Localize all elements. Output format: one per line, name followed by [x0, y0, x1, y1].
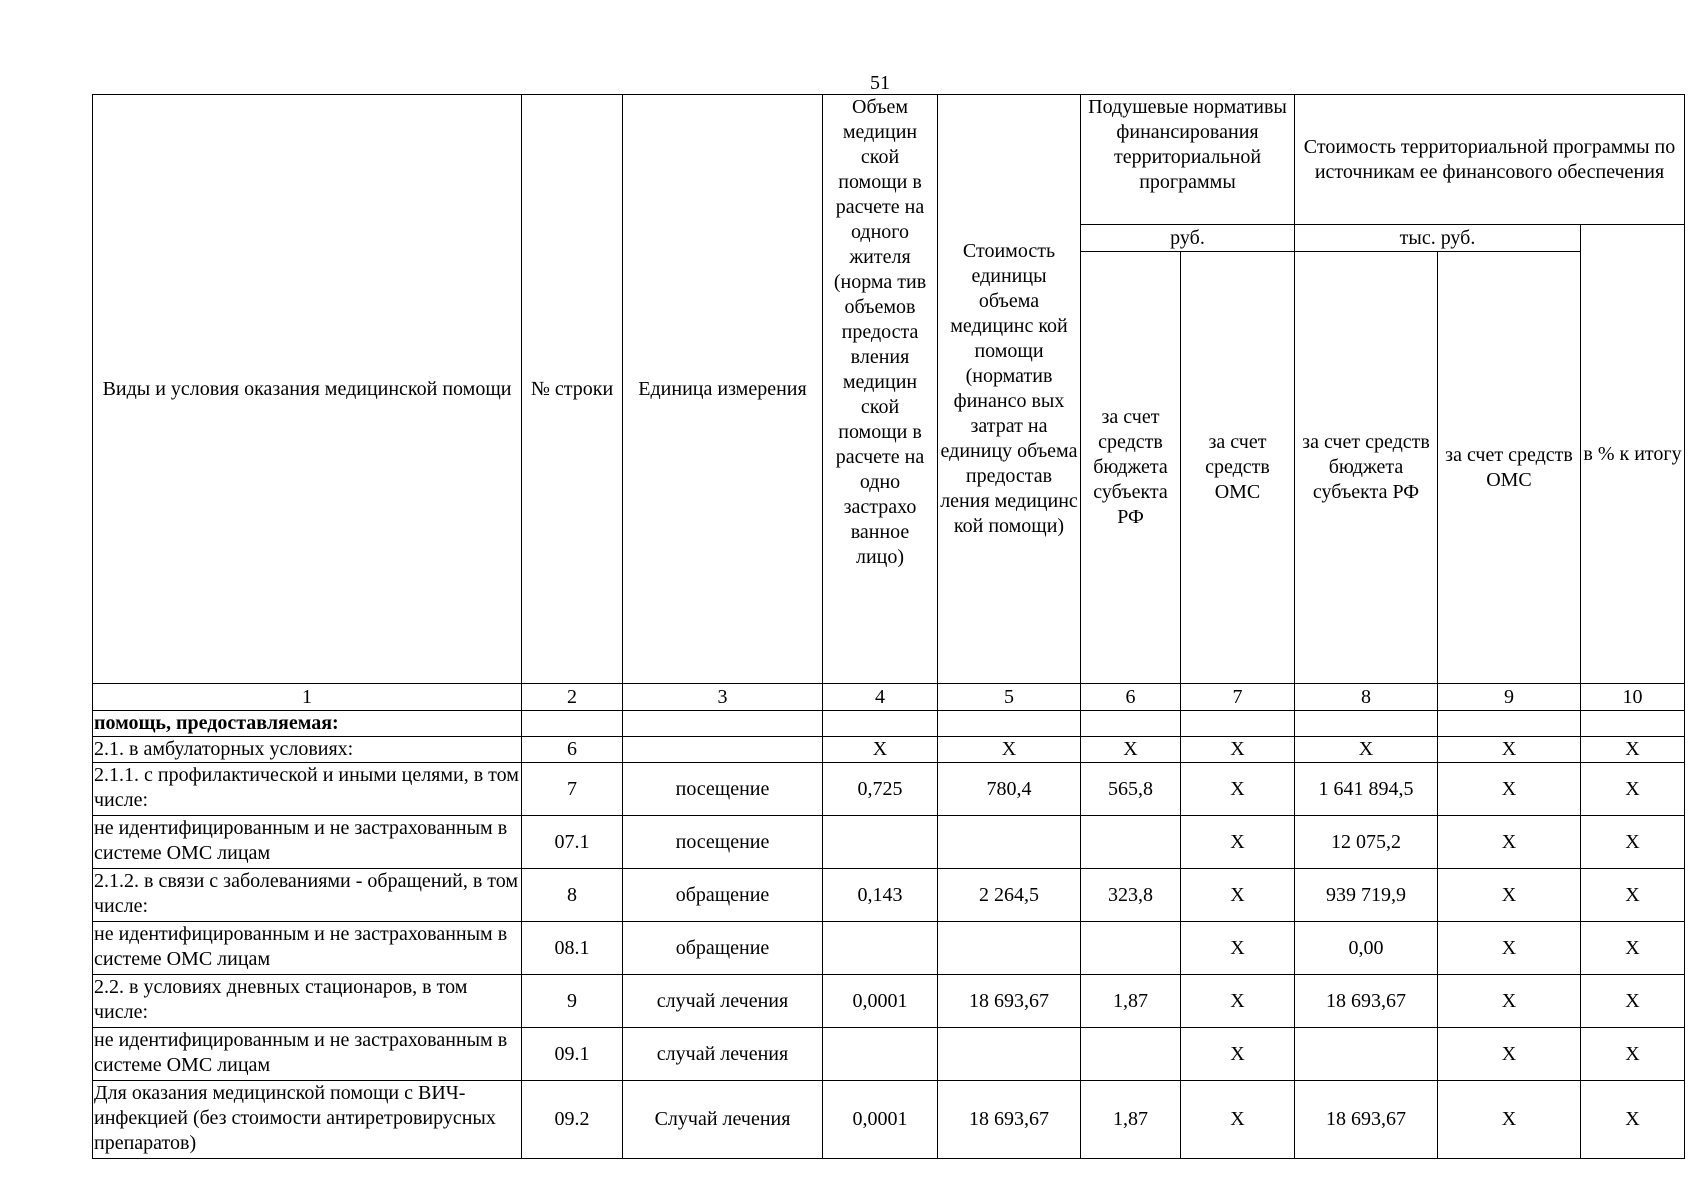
header-line-number: № строки: [522, 95, 623, 684]
row-line: 8: [522, 869, 623, 922]
row-oms-cost: X: [1438, 1081, 1581, 1159]
row-budget-cost: 12 075,2: [1295, 816, 1438, 869]
row-name: не идентифицированным и не застрахованным в системе ОМС лицам: [93, 816, 522, 869]
column-number: 7: [1181, 684, 1295, 711]
row-percent: X: [1581, 975, 1685, 1028]
row-oms-cost: X: [1438, 737, 1581, 763]
row-volume: [823, 922, 938, 975]
row-unit-cost: X: [938, 737, 1081, 763]
row-unit-cost: [938, 1028, 1081, 1081]
row-volume: 0,143: [823, 869, 938, 922]
row-unit-cost: 2 264,5: [938, 869, 1081, 922]
row-unit-cost: [938, 816, 1081, 869]
row-line: 09.1: [522, 1028, 623, 1081]
row-oms-per-capita: X: [1181, 816, 1295, 869]
row-oms-cost: X: [1438, 869, 1581, 922]
row-budget-per-capita: [1081, 1028, 1181, 1081]
row-oms-per-capita: X: [1181, 763, 1295, 816]
header-rub: руб.: [1081, 225, 1295, 252]
table-row: [93, 763, 1685, 816]
row-budget-cost: 18 693,67: [1295, 1081, 1438, 1159]
row-line: 9: [522, 975, 623, 1028]
header-budget-cost: за счет средств бюджета субъекта РФ: [1295, 252, 1438, 684]
row-unit: случай лечения: [623, 975, 823, 1028]
row-volume: [823, 816, 938, 869]
row-budget-cost: 939 719,9: [1295, 869, 1438, 922]
table-row: [93, 1081, 1685, 1159]
row-unit: посещение: [623, 763, 823, 816]
row-name: не идентифицированным и не застрахованным в системе ОМС лицам: [93, 1028, 522, 1081]
row-oms-cost: X: [1438, 763, 1581, 816]
table-row: [93, 869, 1685, 922]
row-name: 2.1. в амбулаторных условиях:: [93, 737, 522, 763]
row-unit: Случай лечения: [623, 1081, 823, 1159]
row-unit: [623, 737, 823, 763]
column-number: 1: [93, 684, 522, 711]
row-oms-cost: X: [1438, 975, 1581, 1028]
row-budget-per-capita: 1,87: [1081, 1081, 1181, 1159]
row-unit-cost: [938, 922, 1081, 975]
row-line: 07.1: [522, 816, 623, 869]
row-line: 08.1: [522, 922, 623, 975]
row-oms-per-capita: X: [1181, 869, 1295, 922]
table-row: [93, 975, 1685, 1028]
row-percent: X: [1581, 869, 1685, 922]
row-name: не идентифицированным и не застрахованным в системе ОМС лицам: [93, 922, 522, 975]
column-number: 2: [522, 684, 623, 711]
header-budget-per-capita: за счет средств бюджета субъекта РФ: [1081, 252, 1181, 684]
row-percent: X: [1581, 816, 1685, 869]
financing-table: [92, 94, 1685, 1159]
header-program-cost-group: Стоимость территориальной программы по источникам ее финансового обеспечения: [1295, 95, 1685, 225]
row-unit: посещение: [623, 816, 823, 869]
table-row: [93, 1028, 1685, 1081]
row-budget-cost: 0,00: [1295, 922, 1438, 975]
header-thousand-rub: тыс. руб.: [1295, 225, 1581, 252]
row-percent: X: [1581, 922, 1685, 975]
column-number: 10: [1581, 684, 1685, 711]
row-line: 7: [522, 763, 623, 816]
column-number: 4: [823, 684, 938, 711]
row-budget-per-capita: 323,8: [1081, 869, 1181, 922]
column-number: 3: [623, 684, 823, 711]
row-oms-cost: X: [1438, 816, 1581, 869]
section-label: помощь, предоставляемая:: [93, 711, 522, 737]
row-percent: X: [1581, 763, 1685, 816]
row-volume: 0,725: [823, 763, 938, 816]
row-budget-cost: 18 693,67: [1295, 975, 1438, 1028]
table-row: [93, 737, 1685, 763]
row-oms-per-capita: X: [1181, 1081, 1295, 1159]
section-row: [93, 711, 1685, 737]
row-unit-cost: 18 693,67: [938, 1081, 1081, 1159]
header-unit-cost: Стоимость единицы объема медицинс кой помощи (норматив финансо вых затрат на единицу объема предостав ления медицинс кой помощи): [938, 95, 1081, 684]
column-number: 6: [1081, 684, 1181, 711]
row-name: 2.1.1. с профилактической и иными целями, в том числе:: [93, 763, 522, 816]
row-budget-per-capita: [1081, 922, 1181, 975]
row-unit-cost: 780,4: [938, 763, 1081, 816]
row-oms-cost: X: [1438, 922, 1581, 975]
column-number: 8: [1295, 684, 1438, 711]
row-unit: обращение: [623, 869, 823, 922]
header-volume: Объем медицин ской помощи в расчете на одного жителя (норма тив объемов предоста вления медицин ской помощи в расчете на одно застрахо ванное лицо): [823, 95, 938, 684]
row-budget-cost: [1295, 1028, 1438, 1081]
header-kinds: Виды и условия оказания медицинской помощи: [93, 95, 522, 684]
row-budget-cost: 1 641 894,5: [1295, 763, 1438, 816]
row-line: 09.2: [522, 1081, 623, 1159]
row-line: 6: [522, 737, 623, 763]
row-percent: X: [1581, 1028, 1685, 1081]
column-number: 5: [938, 684, 1081, 711]
column-number-row: [93, 684, 1685, 711]
row-oms-per-capita: X: [1181, 975, 1295, 1028]
row-budget-per-capita: 1,87: [1081, 975, 1181, 1028]
row-budget-per-capita: 565,8: [1081, 763, 1181, 816]
row-oms-per-capita: X: [1181, 922, 1295, 975]
row-budget-cost: X: [1295, 737, 1438, 763]
row-name: 2.2. в условиях дневных стационаров, в том числе:: [93, 975, 522, 1028]
row-percent: X: [1581, 1081, 1685, 1159]
header-percent-total: в % к итогу: [1581, 225, 1685, 684]
row-name: Для оказания медицинской помощи с ВИЧ-инфекцией (без стоимости антиретровирусных препаратов): [93, 1081, 522, 1159]
row-budget-per-capita: X: [1081, 737, 1181, 763]
row-percent: X: [1581, 737, 1685, 763]
row-unit: случай лечения: [623, 1028, 823, 1081]
row-volume: 0,0001: [823, 975, 938, 1028]
row-oms-per-capita: X: [1181, 737, 1295, 763]
header-oms-per-capita: за счет средств ОМС: [1181, 252, 1295, 684]
row-volume: 0,0001: [823, 1081, 938, 1159]
row-budget-per-capita: [1081, 816, 1181, 869]
column-number: 9: [1438, 684, 1581, 711]
header-unit: Единица измерения: [623, 95, 823, 684]
page-number: 51: [870, 72, 890, 94]
row-oms-per-capita: X: [1181, 1028, 1295, 1081]
row-volume: [823, 1028, 938, 1081]
row-oms-cost: X: [1438, 1028, 1581, 1081]
row-name: 2.1.2. в связи с заболеваниями - обращений, в том числе:: [93, 869, 522, 922]
header-per-capita-group: Подушевые нормативы финансирования территориальной программы: [1081, 95, 1295, 225]
row-unit: обращение: [623, 922, 823, 975]
row-unit-cost: 18 693,67: [938, 975, 1081, 1028]
table-row: [93, 816, 1685, 869]
header-oms-cost: за счет средств ОМС: [1438, 252, 1581, 684]
row-volume: X: [823, 737, 938, 763]
table-row: [93, 922, 1685, 975]
